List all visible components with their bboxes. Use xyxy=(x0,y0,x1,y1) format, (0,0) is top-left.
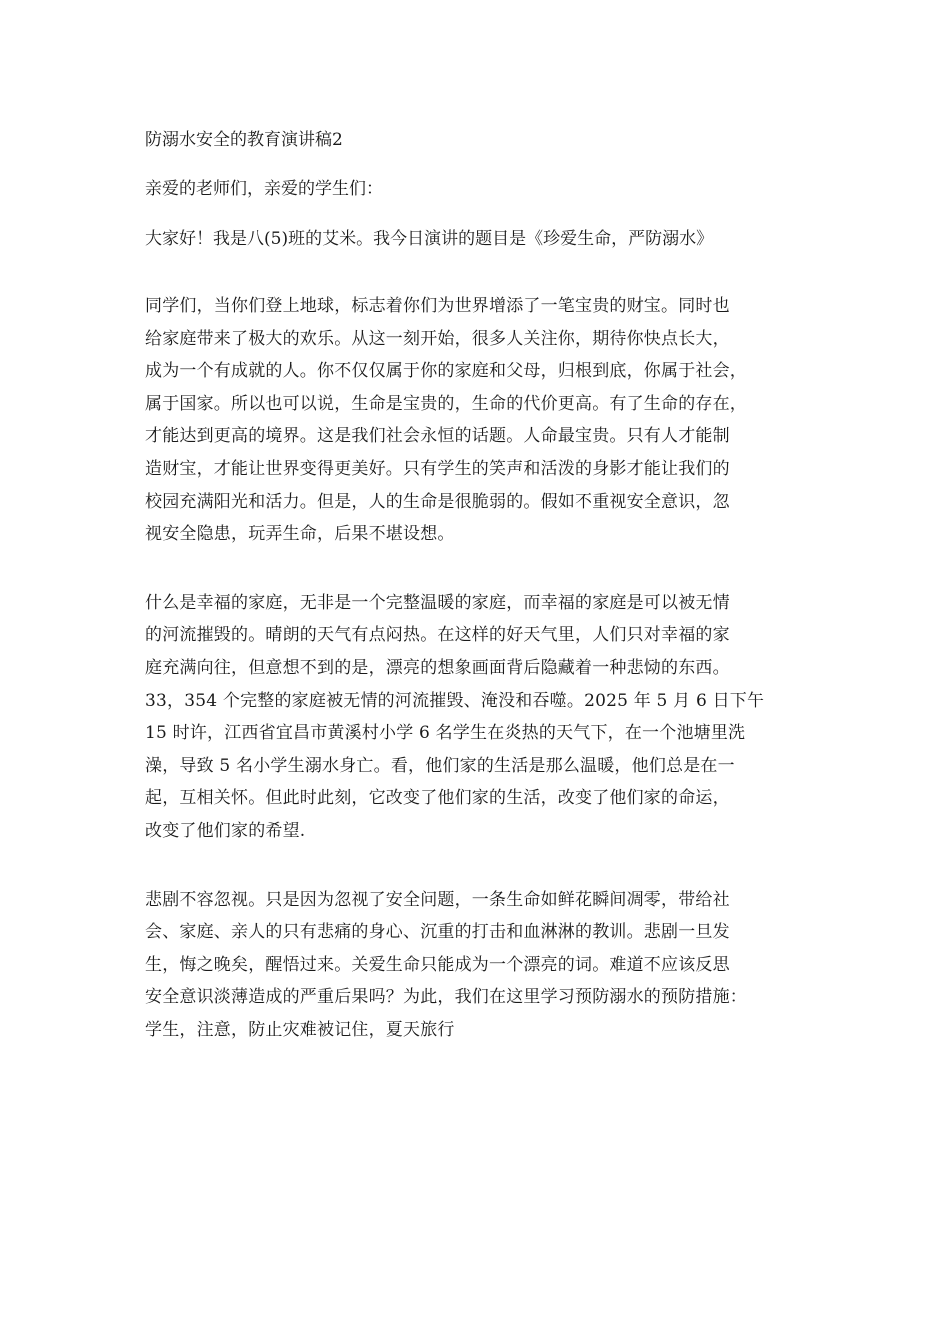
paragraph-line: 悲剧不容忽视。只是因为忽视了安全问题，一条生命如鲜花瞬间凋零，带给社 xyxy=(145,889,730,910)
paragraph-line: 视安全隐患，玩弄生命，后果不堪设想。 xyxy=(145,524,455,545)
paragraph-line: 33，354 个完整的家庭被无情的河流摧毁、淹没和吞噬。2025 年 5 月 6 日下午 xyxy=(145,690,765,711)
paragraph-line: 起，互相关怀。但此时此刻，它改变了他们家的生活，改变了他们家的命运， xyxy=(145,788,730,809)
paragraph-line: 才能达到更高的境界。这是我们社会永恒的话题。人命最宝贵。只有人才能制 xyxy=(145,426,730,447)
paragraph-2 xyxy=(145,587,809,848)
document-title: 防溺水安全的教育演讲稿2 xyxy=(145,130,343,150)
paragraph-line: 成为一个有成就的人。你不仅仅属于你的家庭和父母，归根到底，你属于社会， xyxy=(145,361,747,382)
paragraph-line: 改变了他们家的希望. xyxy=(145,820,306,841)
paragraph-line: 同学们，当你们登上地球，标志着你们为世界增添了一笔宝贵的财宝。同时也 xyxy=(145,296,730,316)
paragraph-line: 什么是幸福的家庭，无非是一个完整温暖的家庭，而幸福的家庭是可以被无情 xyxy=(145,592,730,613)
paragraph-line: 校园充满阳光和活力。但是，人的生命是很脆弱的。假如不重视安全意识，忽 xyxy=(145,491,730,512)
paragraph-line: 庭充满向往，但意想不到的是，漂亮的想象画面背后隐藏着一种悲恸的东西。 xyxy=(145,657,730,678)
paragraph-line: 安全意识淡薄造成的严重后果吗？为此，我们在这里学习预防溺水的预防措施： xyxy=(145,987,747,1008)
paragraph-line: 学生，注意，防止灾难被记住，夏天旅行 xyxy=(145,1019,455,1040)
paragraph-3 xyxy=(145,884,809,1047)
paragraph-line: 生，悔之晚矣，醒悟过来。关爱生命只能成为一个漂亮的词。难道不应该反思 xyxy=(145,954,730,975)
paragraph-line: 的河流摧毁的。晴朗的天气有点闷热。在这样的好天气里，人们只对幸福的家 xyxy=(145,625,730,646)
paragraph-line: 造财宝，才能让世界变得更美好。只有学生的笑声和活泼的身影才能让我们的 xyxy=(145,458,730,479)
paragraph-line: 澡，导致 5 名小学生溺水身亡。看，他们家的生活是那么温暖，他们总是在一 xyxy=(145,755,735,776)
paragraph-line: 会、家庭、亲人的只有悲痛的身心、沉重的打击和血淋淋的教训。悲剧一旦发 xyxy=(145,922,730,943)
salutation: 亲爱的老师们，亲爱的学生们： xyxy=(145,179,383,199)
document-body xyxy=(145,124,809,1046)
paragraph-line: 给家庭带来了极大的欢乐。从这一刻开始，很多人关注你，期待你快点长大， xyxy=(145,328,730,349)
intro-line: 大家好！我是八(5)班的艾米。我今日演讲的题目是《珍爱生命，严防溺水》 xyxy=(145,229,714,249)
paragraph-1 xyxy=(145,290,809,551)
paragraph-line: 15 时许，江西省宜昌市黄溪村小学 6 名学生在炎热的天气下，在一个池塘里洗 xyxy=(145,723,746,744)
paragraph-line: 属于国家。所以也可以说，生命是宝贵的，生命的代价更高。有了生命的存在， xyxy=(145,393,747,414)
